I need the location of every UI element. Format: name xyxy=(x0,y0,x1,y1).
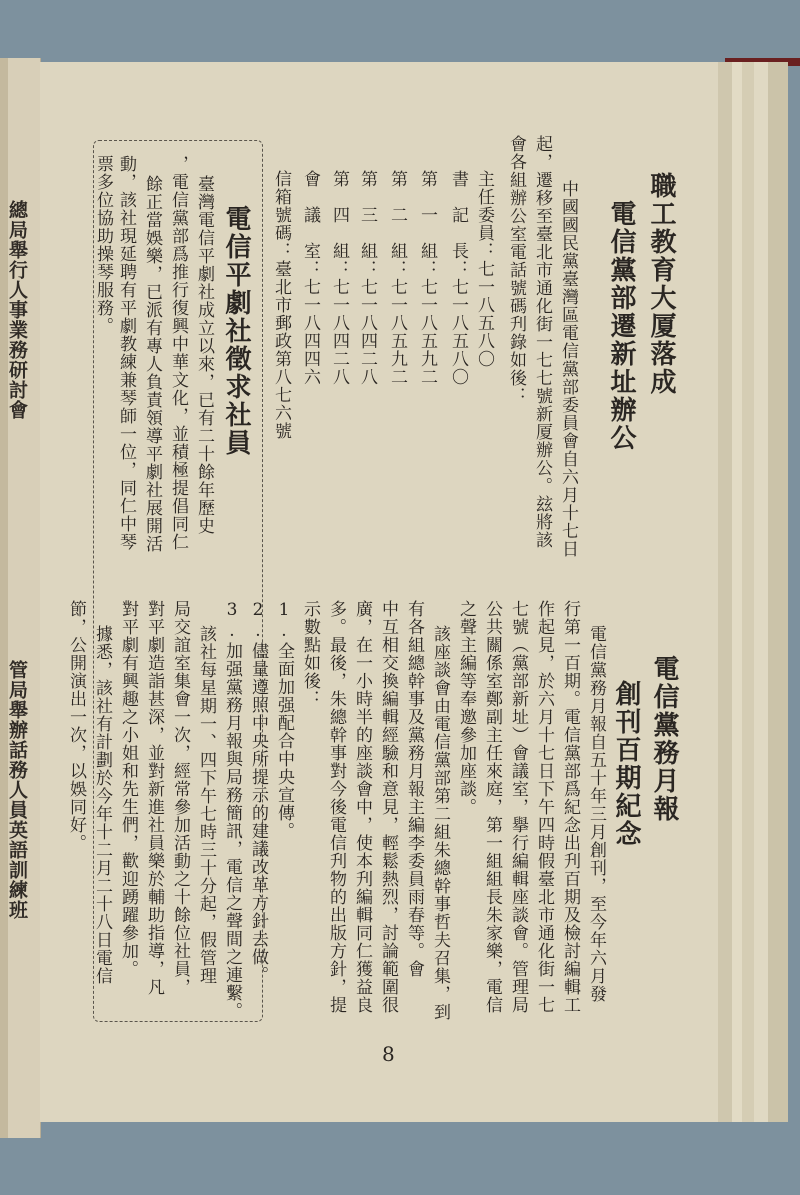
article2-line: 多。最後，朱總幹事對今後電信刋物的出版方針，提 xyxy=(326,600,346,1014)
adjacent-page-heading-upper: 總局舉行人事業務研討會 xyxy=(6,200,28,420)
directory-entry: 信箱號碼：臺北市郵政第八七六號 xyxy=(271,170,291,440)
article3-line: 臺灣電信平劇社成立以來，已有二十餘年歷史 xyxy=(194,175,214,535)
article2-line: 有各組總幹事及黨務月報主編李委員雨春等。會 xyxy=(404,600,424,978)
article3-line: 票多位協助操琴服務。 xyxy=(93,155,113,335)
article2-line: 中互相交換編輯經驗和意見，輕鬆熱烈，討論範圍很 xyxy=(378,600,398,1014)
stacked-page-edges xyxy=(718,62,788,1122)
directory-entry: 主任委員：七一八五八〇 xyxy=(474,170,494,368)
article2-title: 電信黨務月報 xyxy=(649,655,679,823)
article2-line: 廣，在一小時半的座談會中，使本刋編輯同仁獲益良 xyxy=(352,600,372,1014)
article1-paragraph-line: 中國國民黨臺灣區電信黨部委員會自六月十七日 xyxy=(558,180,578,558)
article2-line: 電信黨務月報自五十年三月創刊，至今年六月發 xyxy=(586,625,606,1003)
article3-title: 電信平劇社徵求社員 xyxy=(221,205,251,457)
article2-line: 七號（黨部新址）會議室，擧行編輯座談會。管理局 xyxy=(508,600,528,1014)
directory-entry: 書 記 長：七一八五八〇 xyxy=(448,170,468,386)
article1-paragraph-line: 會各組辦公室電話號碼刋錄如後： xyxy=(506,135,526,405)
article2-line: 2.儘量遵照中央所提示的建議改革方針去做。 xyxy=(248,600,268,984)
adjacent-page-heading-lower: 管局舉辦話務人員英語訓練班 xyxy=(6,660,28,920)
article2-line: 之聲主編等奉邀參加座談。 xyxy=(456,600,476,816)
article3-line: 動，該社現延聘有平劇教練兼琴師一位，同仁中琴 xyxy=(116,155,136,551)
article4-line: 局交誼室集會一次，經常參加活動之十餘位社員， xyxy=(170,600,190,996)
article3-line: 餘正當娛樂，已派有專人負責領導平劇社展開活 xyxy=(142,175,162,553)
article2-line: 1.全面加强配合中央宣傳。 xyxy=(274,600,294,840)
article2-line: 示數點如後： xyxy=(300,600,320,708)
article4-line: 據悉，該社有計劃於今年十二月二十八日電信 xyxy=(92,625,112,985)
article2-line: 該座談會由電信黨部第二組朱總幹事哲夫召集，到 xyxy=(430,625,450,1021)
article1-paragraph-line: 起，遷移至臺北市通化街一七七號新厦辦公。玆將該 xyxy=(532,135,552,549)
article2-line: 公共關係室鄭副主任來庭，第一組組長朱家樂，電信 xyxy=(482,600,502,1014)
article1-title: 職工教育大厦落成 xyxy=(646,172,676,396)
article2-subtitle: 創刊百期紀念 xyxy=(611,680,641,848)
directory-entry: 第 三 組：七一八四二八 xyxy=(357,170,377,386)
article1-subtitle: 電信黨部遷新址辦公 xyxy=(606,200,636,452)
article4-line: 對平劇造詣甚深，並對新進社員樂於輔助指導，凡 xyxy=(144,600,164,996)
article4-line: 對平劇有興趣之小姐和先生們，歡迎踴躍參加。 xyxy=(118,600,138,978)
article2-line: 3.加强黨務月報與局務簡訊，電信之聲間之連繫。 xyxy=(222,600,242,1020)
directory-entry: 第 四 組：七一八四二八 xyxy=(329,170,349,386)
article4-line: 該社每星期一、四下午七時三十分起，假管理 xyxy=(196,625,216,985)
page-number: 8 xyxy=(382,1042,395,1066)
article2-line: 行第一百期。電信黨部爲紀念出刋百期及檢討編輯工 xyxy=(560,600,580,1014)
article4-line: 節，公開演出一次，以娛同好。 xyxy=(66,600,86,852)
directory-entry: 會 議 室：七一八四四六 xyxy=(300,170,320,386)
article2-line: 作起見，於六月十七日下午四時假臺北市通化街一七 xyxy=(534,600,554,1014)
directory-entry: 第 一 組：七一八五九二 xyxy=(417,170,437,386)
article3-line: ，電信黨部爲推行復興中華文化，並積極提倡同仁 xyxy=(168,155,188,551)
directory-entry: 第 二 組：七一八五九二 xyxy=(387,170,407,386)
